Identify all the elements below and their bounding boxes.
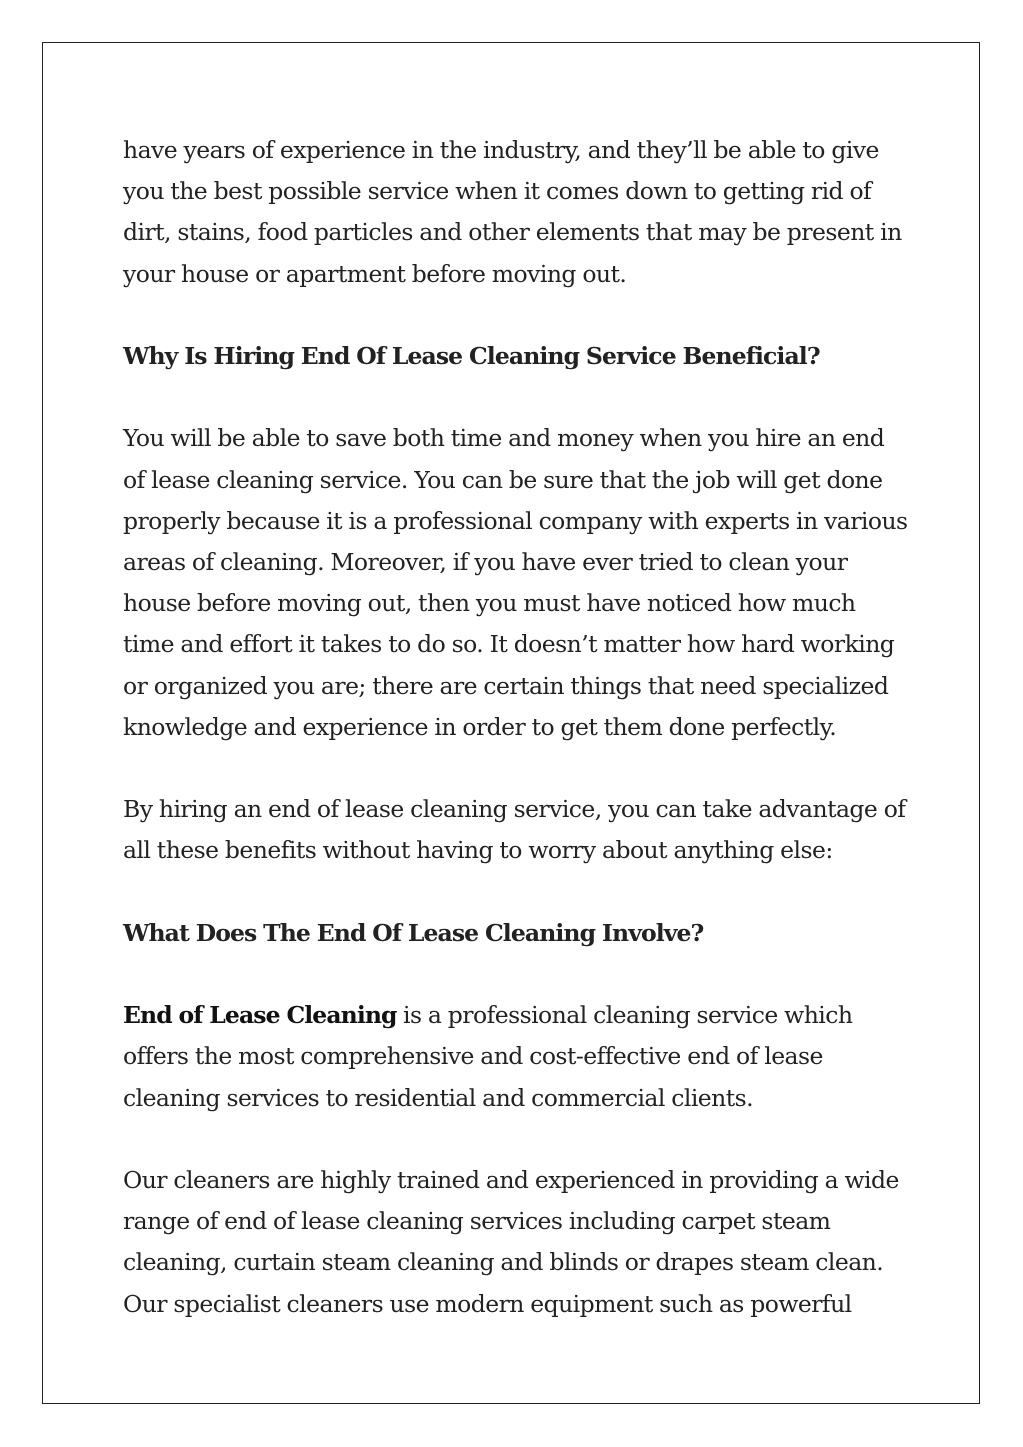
paragraph-spacer [123, 377, 913, 418]
paragraph-cleaners [123, 1160, 913, 1325]
document-body [123, 130, 913, 1325]
text-line: dirt, stains, food particles and other elements that may be present in [123, 218, 902, 247]
text-line: Our specialist cleaners use modern equipment such as powerful [123, 1289, 852, 1318]
paragraph-save-time [123, 418, 913, 748]
text-line [123, 995, 913, 1036]
paragraph-service-description [123, 995, 913, 1119]
service-name: End of Lease Cleaning [123, 1001, 397, 1030]
text-line: you the best possible service when it comes down to getting rid of [123, 177, 872, 206]
heading-why-hiring: Why Is Hiring End Of Lease Cleaning Service Beneficial? [123, 342, 820, 370]
text-segment: is a professional cleaning service which [396, 1001, 853, 1030]
paragraph-spacer [123, 872, 913, 913]
paragraph-spacer [123, 954, 913, 995]
paragraph-experience [123, 130, 913, 295]
text-line: time and effort it takes to do so. It doesn’t matter how hard working [123, 630, 895, 659]
text-line: cleaning services to residential and commercial clients. [123, 1083, 754, 1112]
text-line: of lease cleaning service. You can be sure that the job will get done [123, 465, 883, 494]
text-line: all these benefits without having to worry about anything else: [123, 836, 833, 865]
text-line: properly because it is a professional company with experts in various [123, 506, 908, 535]
text-line: Our cleaners are highly trained and experienced in providing a wide [123, 1165, 899, 1194]
text-line: areas of cleaning. Moreover, if you have ever tried to clean your [123, 548, 848, 576]
text-line: By hiring an end of lease cleaning service, you can take advantage of [123, 795, 906, 824]
text-line: or organized you are; there are certain things that need specialized [123, 671, 889, 700]
text-line: house before moving out, then you must have noticed how much [123, 589, 856, 618]
paragraph-spacer [123, 748, 913, 789]
heading-what-involves: What Does The End Of Lease Cleaning Involve? [123, 918, 704, 947]
paragraph-spacer [123, 295, 913, 336]
text-line: You will be able to save both time and money when you hire an end [123, 424, 885, 453]
text-line: your house or apartment before moving out. [123, 259, 627, 288]
text-line: range of end of lease cleaning services including carpet steam [123, 1207, 831, 1236]
text-line: cleaning, curtain steam cleaning and blinds or drapes steam clean. [123, 1248, 884, 1277]
paragraph-benefits [123, 789, 913, 871]
text-line: have years of experience in the industry, and they’ll be able to give [123, 136, 879, 164]
paragraph-spacer [123, 1119, 913, 1160]
text-line: offers the most comprehensive and cost-effective end of lease [123, 1042, 823, 1071]
text-line: knowledge and experience in order to get them done perfectly. [123, 712, 837, 741]
